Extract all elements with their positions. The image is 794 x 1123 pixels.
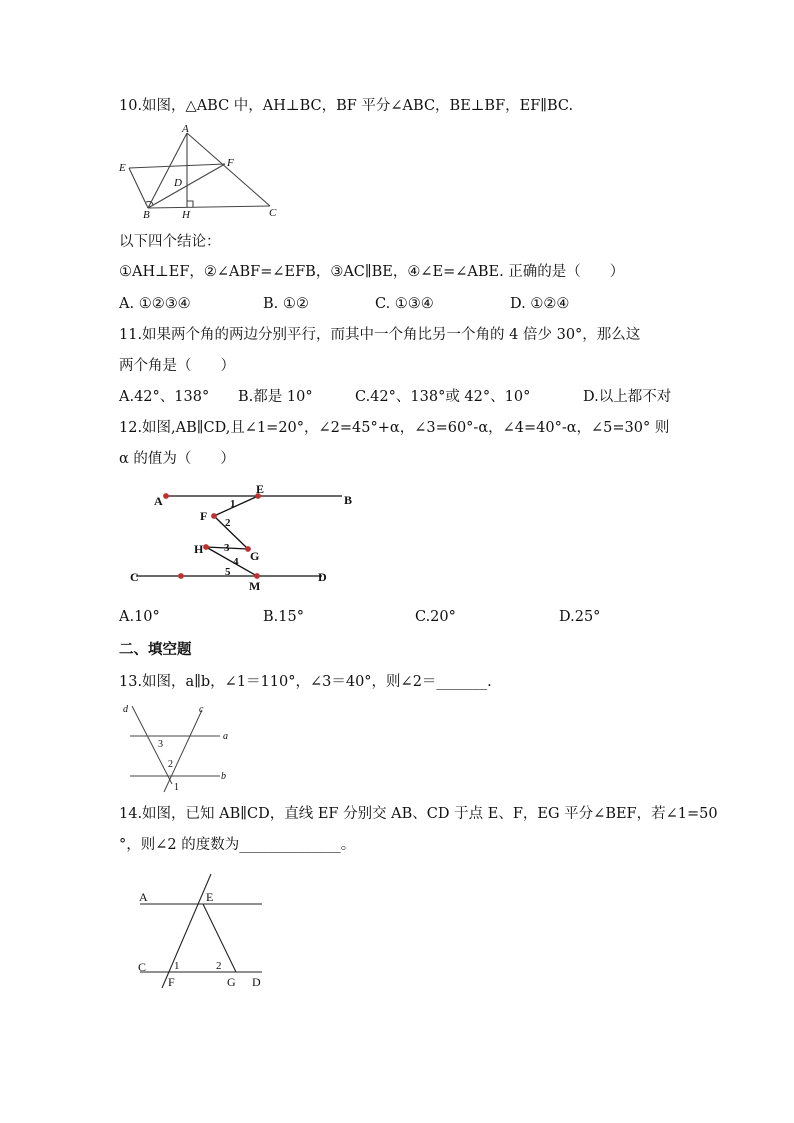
q10-label-B: B	[143, 209, 150, 221]
q13-angle-1: 1	[174, 782, 179, 793]
q10-label-D: D	[174, 177, 182, 189]
q13-label-b: b	[221, 771, 226, 782]
q12-label-M: M	[249, 579, 261, 593]
q11-option-a: A.42°、138°	[119, 389, 210, 405]
q10-label-C: C	[269, 207, 277, 219]
q12-angle-4: 4	[233, 556, 239, 568]
q11-option-c: C.42°、138°或 42°、10°	[355, 389, 531, 405]
q12-stem-line1: 12.如图,AB∥CD,且∠1=20°，∠2=45°+α，∠3=60°-α，∠4=40°-α，∠5=30° 则	[119, 420, 670, 436]
q11-option-b: B.都是 10°	[238, 389, 313, 405]
q10-figure	[116, 122, 282, 222]
q12-label-A: A	[154, 494, 163, 508]
q14-label-F: F	[168, 975, 175, 989]
q10-option-b: B. ①②	[263, 296, 309, 312]
q12-label-C: C	[130, 570, 139, 584]
q10-stem: 10.如图，△ABC 中，AH⊥BC，BF 平分∠ABC，BE⊥BF，EF∥BC.	[119, 98, 574, 114]
q14-label-D: D	[252, 975, 261, 989]
q12-angle-2: 2	[225, 517, 231, 529]
q12-stem-line2: α 的值为（ ）	[119, 451, 235, 467]
q10-statements: ①AH⊥EF，②∠ABF=∠EFB，③AC∥BE，④∠E=∠ABE. 正确的是（ ）	[119, 264, 625, 280]
q14-figure	[132, 870, 272, 994]
section-title-fill-in: 二、填空题	[119, 642, 192, 658]
q14-label-A: A	[139, 890, 148, 904]
q12-label-B: B	[344, 493, 353, 507]
q10-label-H: H	[182, 209, 190, 221]
q12-label-F: F	[200, 509, 208, 523]
q13-figure	[120, 700, 240, 796]
q12-angle-1: 1	[230, 498, 236, 510]
q12-label-D: D	[318, 570, 327, 584]
q10-option-c: C. ①③④	[375, 296, 434, 312]
q12-angle-3: 3	[224, 542, 230, 554]
q13-label-a: a	[223, 731, 228, 742]
q14-stem-line1: 14.如图，已知 AB∥CD，直线 EF 分别交 AB、CD 于点 E、F，EG 平分∠BEF，若∠1=50	[119, 806, 718, 822]
q12-angle-5: 5	[225, 566, 231, 578]
q12-label-E: E	[256, 482, 265, 496]
q11-stem-line2: 两个角是（ ）	[119, 358, 235, 374]
q14-label-G: G	[227, 975, 236, 989]
q12-option-b: B.15°	[263, 609, 304, 625]
q13-label-d: d	[123, 704, 128, 715]
q14-label-E: E	[206, 890, 214, 904]
q11-option-d: D.以上都不对	[583, 389, 672, 405]
q12-option-d: D.25°	[559, 609, 601, 625]
q10-intro: 以下四个结论：	[119, 234, 221, 250]
q12-label-G: G	[250, 549, 260, 563]
q14-angle-2: 2	[216, 960, 222, 972]
q10-label-A: A	[182, 123, 189, 135]
q12-figure	[122, 480, 362, 596]
q13-label-c: c	[199, 704, 204, 715]
q12-option-a: A.10°	[119, 609, 160, 625]
q12-label-H: H	[194, 542, 204, 556]
q10-label-F: F	[227, 157, 234, 169]
q13-angle-3: 3	[158, 739, 163, 750]
q10-option-a: A. ①②③④	[119, 296, 191, 312]
q14-angle-1: 1	[174, 960, 180, 972]
q14-label-C: C	[138, 960, 147, 974]
q14-stem-line2: °，则∠2 的度数为______________。	[119, 837, 356, 853]
q11-stem-line1: 11.如果两个角的两边分别平行，而其中一个角比另一个角的 4 倍少 30°，那么这	[119, 327, 641, 343]
q13-angle-2: 2	[168, 759, 173, 770]
q10-option-d: D. ①②④	[510, 296, 570, 312]
q13-stem: 13.如图，a∥b，∠1＝110°，∠3＝40°，则∠2＝_______.	[119, 674, 492, 690]
q10-label-E: E	[119, 162, 126, 174]
q12-option-c: C.20°	[415, 609, 456, 625]
